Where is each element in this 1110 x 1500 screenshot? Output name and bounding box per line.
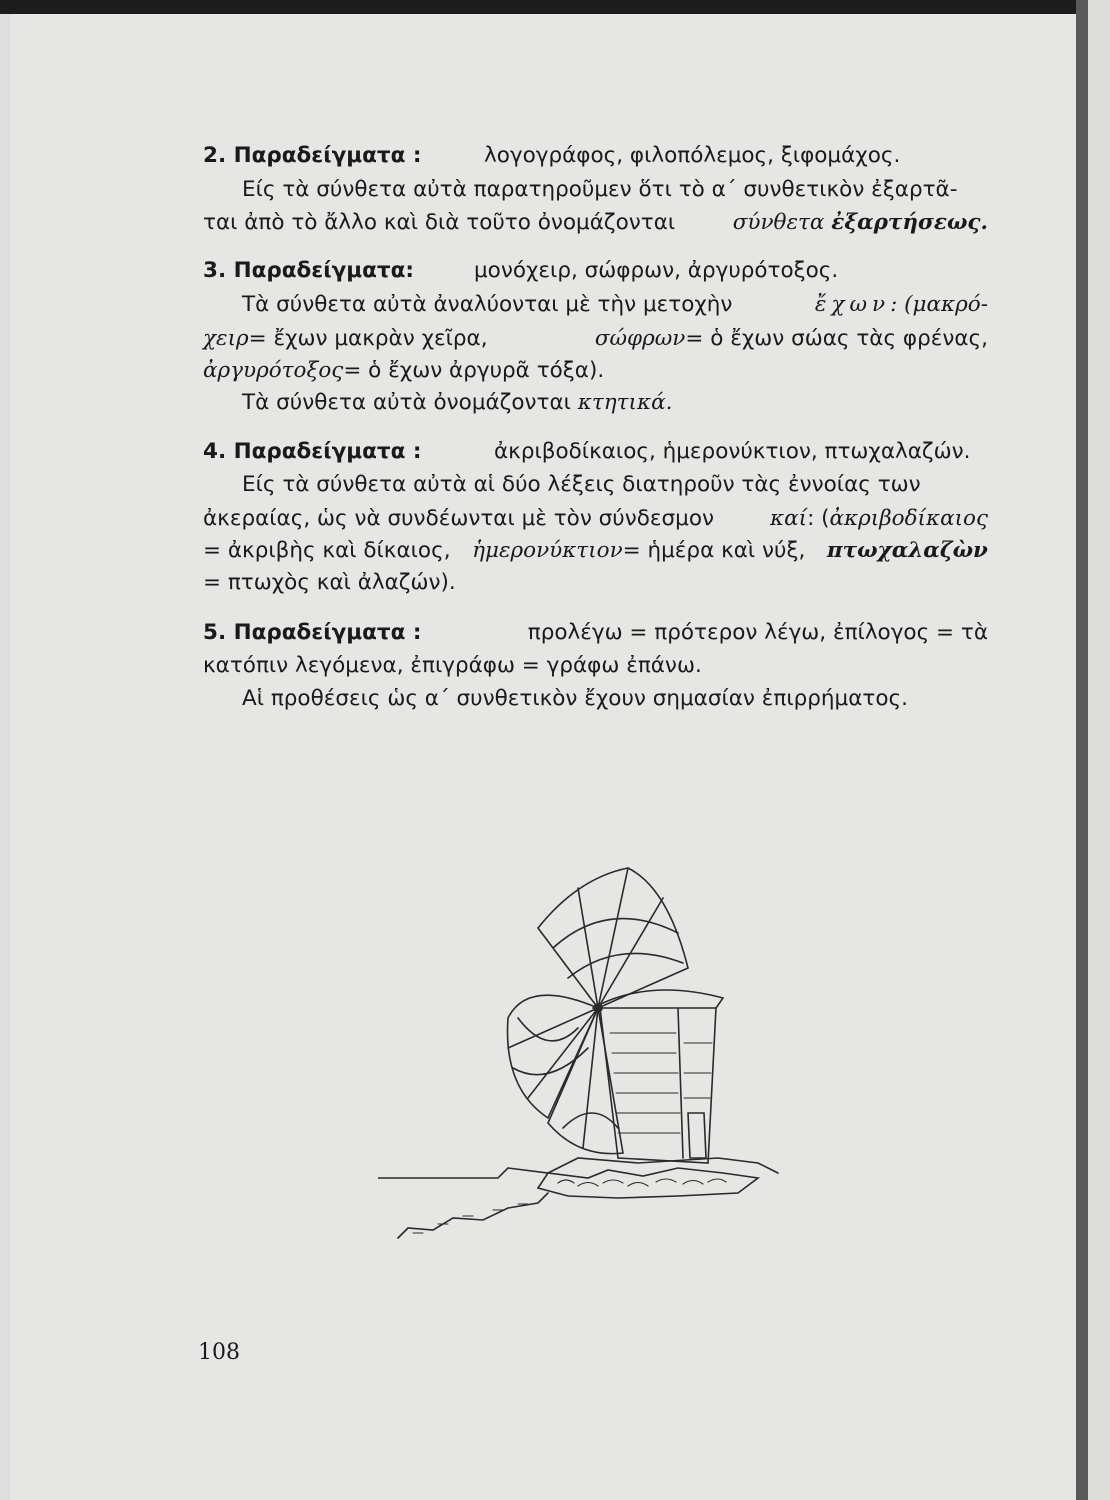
ground-line <box>378 1158 778 1178</box>
section-4-label: 4. Παραδείγματα : <box>203 439 422 464</box>
section-4-line-3-text: ἀκεραίας, ὡς νὰ συνδέωνται μὲ τὸν σύνδεσμον <box>203 506 714 531</box>
windmill-sail-upper-lines <box>553 868 683 1008</box>
windmill-door <box>688 1113 706 1158</box>
term-syntheta: σύνθετα <box>732 210 825 235</box>
term-ptochalazon: πτωχαλαζὼν <box>826 538 988 563</box>
section-5-examples: προλέγω = πρότερον λέγω, ἐπίλογος = τὰ <box>527 620 988 645</box>
windmill-roof <box>593 990 723 1008</box>
section-2-line-3 <box>203 210 988 235</box>
section-4-line-3-sep: : ( <box>807 506 830 531</box>
section-3-line-5-text: Τὰ σύνθετα αὐτὰ ὀνομάζονται <box>242 390 571 415</box>
section-3-line-3-def2: = ὁ ἔχων σώας τὰς φρένας, <box>685 326 988 351</box>
section-3-line-4 <box>203 358 988 383</box>
section-4-line-4 <box>203 538 988 563</box>
term-ktitika: κτητικά. <box>577 390 673 415</box>
section-4-line-4-def1: = ἀκριβὴς καὶ δίκαιος, <box>203 538 451 563</box>
section-5-line-2: κατόπιν λεγόμενα, ἐπιγράφω = γράφω ἐπάνω. <box>203 653 702 678</box>
stone-base <box>538 1168 758 1198</box>
term-cheir: χειρ <box>203 326 249 351</box>
scan-next-page-edge <box>1088 0 1110 1500</box>
section-4-line-2: Είς τὰ σύνθετα αὐτὰ αἱ δύο λέξεις διατηροῦν τὰς ἐννοίας των <box>242 472 921 497</box>
windmill-bricks <box>610 1033 712 1133</box>
term-argyrotoxos: ἀργυρότοξος <box>203 358 344 383</box>
section-3-line-3 <box>203 326 988 351</box>
section-4-line-3 <box>203 506 988 531</box>
section-3-examples: μονόχειρ, σώφρων, ἀργυρότοξος. <box>474 258 839 283</box>
term-kai: καί <box>770 506 808 531</box>
section-2-examples: λογογράφος, φιλοπόλεμος, ξιφομάχος. <box>484 143 901 168</box>
term-echon: ἔχων <box>814 292 891 317</box>
section-5-label: 5. Παραδείγματα : <box>203 620 422 645</box>
windmill-tower-edge <box>678 1008 683 1158</box>
term-exartiseos: ἐξαρτήσεως. <box>831 210 988 235</box>
term-akrivodikaios: ἀκριβοδίκαιος <box>829 506 988 531</box>
term-sophron: σώφρων <box>594 326 686 351</box>
section-2-label: 2. Παραδείγματα : <box>203 143 422 168</box>
section-3-line-4-def: = ὁ ἔχων ἀργυρᾶ τόξα). <box>343 358 605 383</box>
section-3-label: 3. Παραδείγματα: <box>203 258 414 283</box>
windmill-hub <box>594 1004 602 1012</box>
section-3-line-5 <box>242 390 987 415</box>
term-imeronyktion: ἡμερονύκτιον <box>472 538 623 563</box>
section-5-header <box>203 620 988 645</box>
section-3-line-3-def1: = ἔχων μακρὰν χεῖρα, <box>248 326 488 351</box>
windmill-tower <box>600 1008 716 1163</box>
windmill-illustration <box>378 858 798 1278</box>
section-2-line-3-text: ται ἀπὸ τὸ ἄλλο καὶ διὰ τοῦτο ὀνομάζονται <box>203 210 676 235</box>
stone-pattern <box>558 1179 726 1186</box>
section-3-line-2 <box>242 292 988 317</box>
windmill-sail-left-lines <box>508 1008 598 1098</box>
section-5-line-3: Αἱ προθέσεις ὡς α΄ συνθετικὸν ἔχουν σημασίαν ἐπιρρήματος. <box>242 686 908 711</box>
section-4-line-5: = πτωχὸς καὶ ἀλαζών). <box>203 570 456 595</box>
section-3-line-2-text: Τὰ σύνθετα αὐτὰ ἀναλύονται μὲ τὴν μετοχὴν <box>242 292 733 317</box>
page-number: 108 <box>198 1340 240 1365</box>
section-2-line-2: Είς τὰ σύνθετα αὐτὰ παρατηροῦμεν ὅτι τὸ α΄ συνθετικὸν ἐξαρτᾶ- <box>242 177 958 202</box>
term-makro: : (μακρό- <box>890 292 988 317</box>
section-4-examples: ἀκριβοδίκαιος, ἡμερονύκτιον, πτωχαλαζών. <box>494 439 971 464</box>
section-4-line-4-def2: = ἡμέρα καὶ νύξ, <box>622 538 806 563</box>
